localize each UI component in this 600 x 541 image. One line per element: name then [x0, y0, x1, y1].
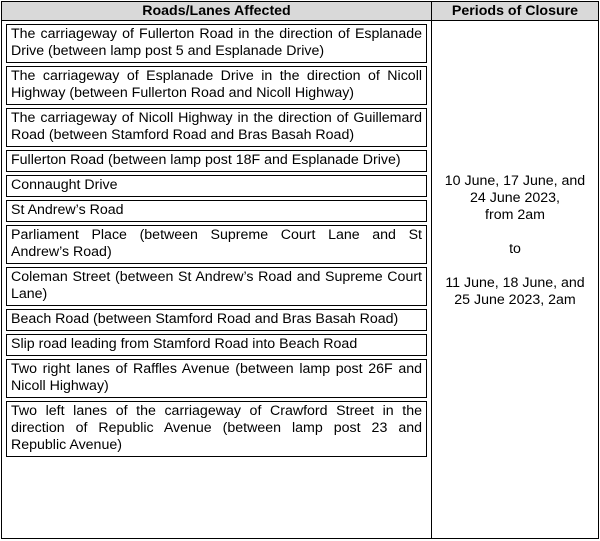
- road-item: The carriageway of Esplanade Drive in the direction of Nicoll Highway (between Fullerton Road and Nicoll Highway): [6, 66, 427, 105]
- roads-cell: [2, 21, 432, 539]
- period-start-line-3: from 2am: [485, 207, 545, 223]
- road-item: St Andrew’s Road: [6, 200, 427, 222]
- road-item: Beach Road (between Stamford Road and Bras Basah Road): [6, 309, 427, 331]
- road-item: Fullerton Road (between lamp post 18F and Esplanade Drive): [6, 150, 427, 172]
- road-item: Coleman Street (between St Andrew’s Road and Supreme Court Lane): [6, 267, 427, 306]
- closure-period: [432, 173, 598, 309]
- roads-list: [6, 21, 427, 457]
- header-roads: Roads/Lanes Affected: [2, 2, 432, 21]
- road-item: The carriageway of Fullerton Road in the direction of Esplanade Drive (between lamp post 5 and Esplanade Drive): [6, 24, 427, 63]
- header-row: [2, 2, 599, 21]
- road-item: The carriageway of Nicoll Highway in the direction of Guillemard Road (between Stamford Road and Bras Basah Road): [6, 108, 427, 147]
- road-item: Connaught Drive: [6, 175, 427, 197]
- road-item: Parliament Place (between Supreme Court Lane and St Andrew’s Road): [6, 225, 427, 264]
- period-separator: to: [509, 241, 521, 257]
- road-item: Slip road leading from Stamford Road into Beach Road: [6, 334, 427, 356]
- header-periods: Periods of Closure: [432, 2, 599, 21]
- road-item: Two left lanes of the carriageway of Crawford Street in the direction of Republic Avenue (between lamp post 23 and Republic Avenue): [6, 401, 427, 457]
- road-item: Two right lanes of Raffles Avenue (between lamp post 26F and Nicoll Highway): [6, 359, 427, 398]
- period-end-line-2: 25 June 2023, 2am: [454, 292, 576, 308]
- period-start-line-2: 24 June 2023,: [470, 190, 560, 206]
- road-closure-table: [1, 1, 599, 539]
- period-cell: [432, 21, 599, 539]
- period-end-line-1: 11 June, 18 June, and: [445, 275, 585, 291]
- period-start-line-1: 10 June, 17 June, and: [444, 173, 586, 189]
